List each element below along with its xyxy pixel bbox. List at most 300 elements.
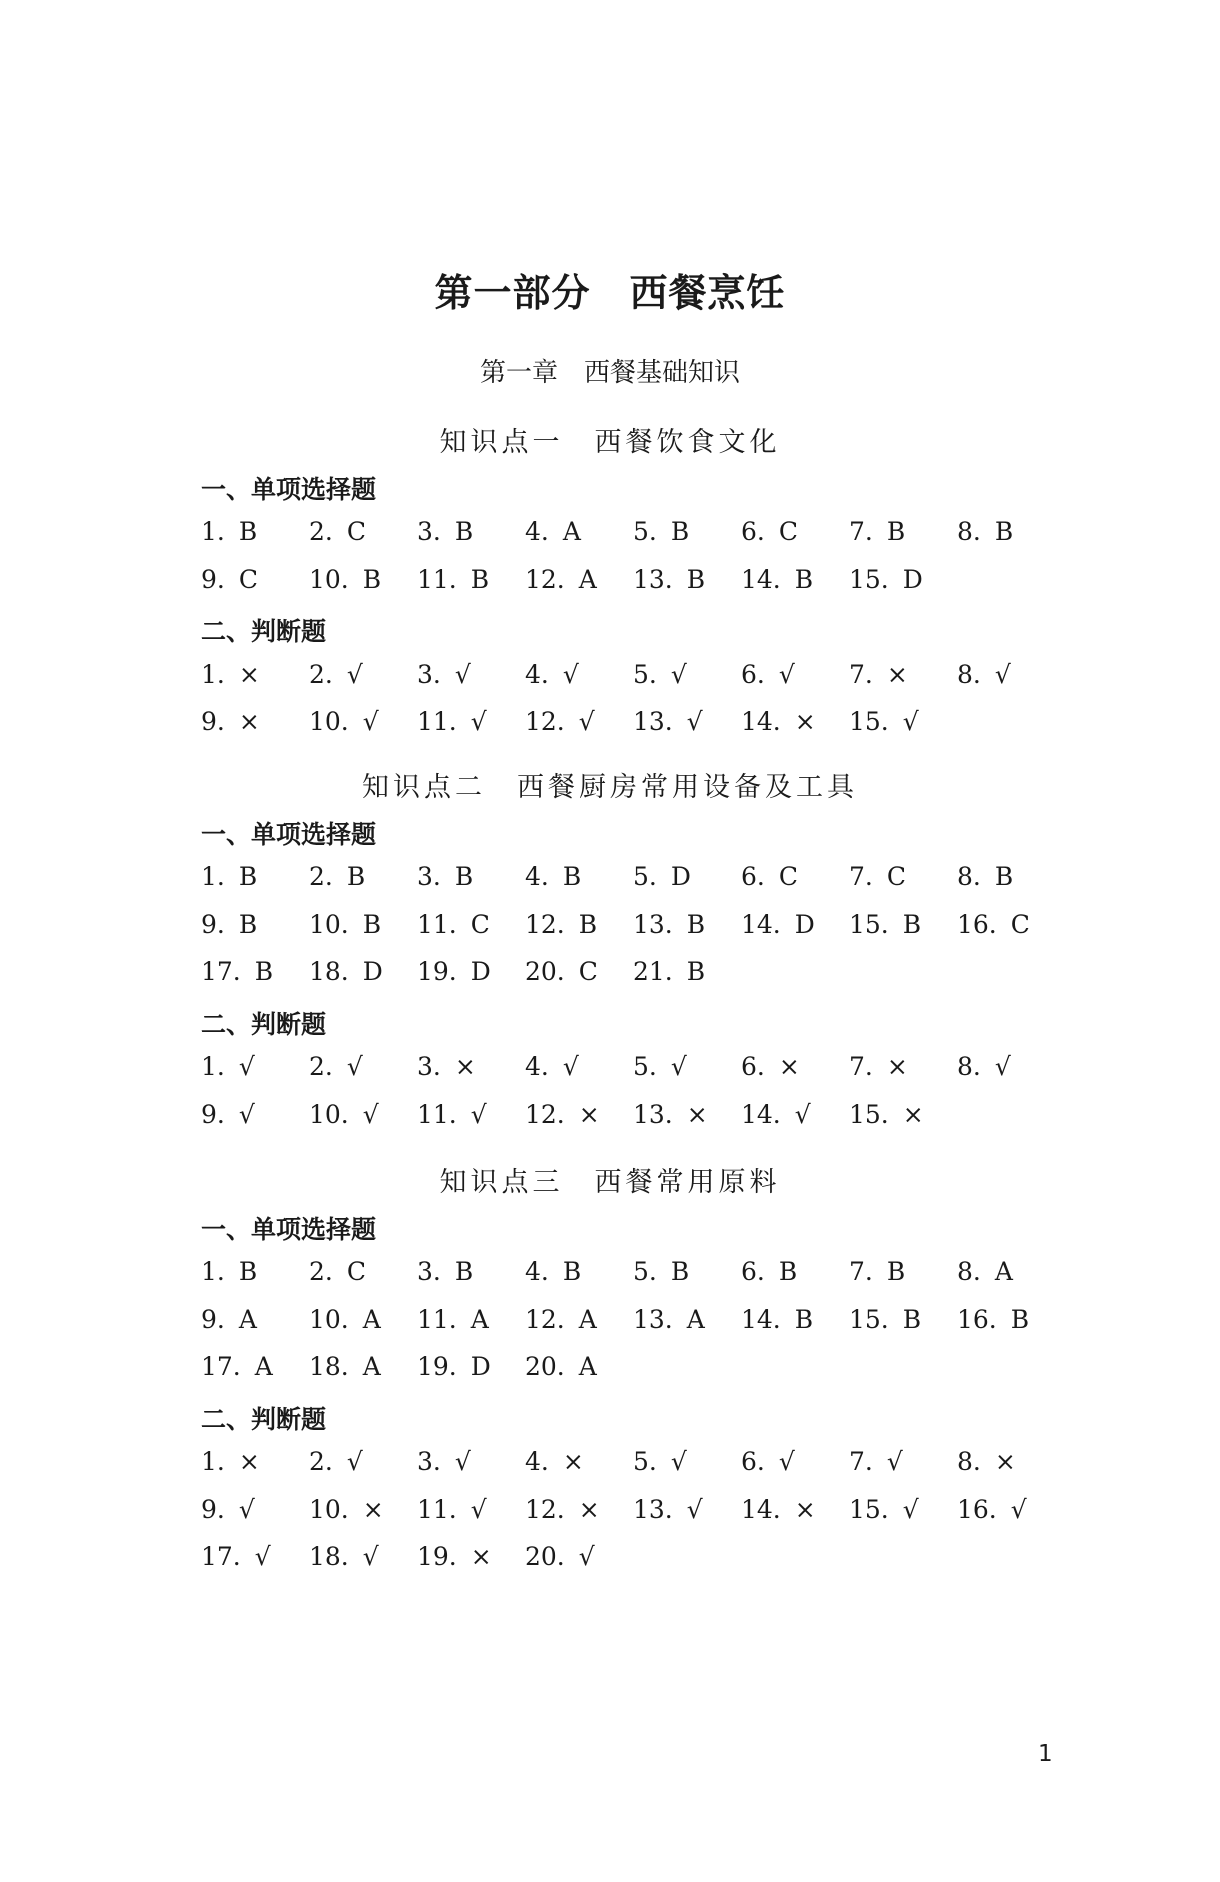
answer-value: D <box>902 564 923 594</box>
section-heading: 二、判断题 <box>201 1009 327 1039</box>
answer-value: D <box>670 862 691 891</box>
question-number: 16. <box>957 1494 997 1524</box>
answer-item <box>633 1257 689 1286</box>
answer-item <box>849 862 906 891</box>
answer-item <box>417 910 490 939</box>
answer-value: √ <box>686 707 703 736</box>
answer-item <box>201 1352 273 1381</box>
answer-value: × <box>686 1099 708 1129</box>
answer-value: B <box>886 517 906 546</box>
question-number: 3. <box>417 1052 441 1081</box>
answer-item <box>417 1352 491 1381</box>
question-number: 10. <box>309 707 349 736</box>
question-number: 11. <box>417 564 457 594</box>
answer-value: √ <box>346 659 363 689</box>
answer-item <box>741 862 798 891</box>
question-number: 8. <box>957 862 981 891</box>
question-number: 2. <box>309 1257 333 1286</box>
question-number: 10. <box>309 1304 349 1334</box>
question-number: 6. <box>741 862 765 891</box>
answer-value: √ <box>346 1447 363 1476</box>
answer-item <box>417 1495 487 1524</box>
answer-value: √ <box>562 1052 579 1081</box>
question-number: 11. <box>417 1099 457 1129</box>
answer-item <box>849 707 919 736</box>
question-number: 8. <box>957 1052 981 1081</box>
answer-item <box>201 1100 255 1129</box>
answer-item <box>849 1495 919 1524</box>
answer-value: × <box>238 707 260 736</box>
question-number: 2. <box>309 862 333 891</box>
question-number: 8. <box>957 1447 981 1476</box>
question-number: 9. <box>201 1304 225 1334</box>
question-number: 13. <box>633 564 673 594</box>
answer-value: A <box>686 1304 705 1334</box>
answer-item <box>201 1305 257 1334</box>
answer-value: B <box>778 1257 798 1286</box>
answer-item <box>525 1542 595 1571</box>
answer-value: D <box>362 957 383 986</box>
question-number: 15. <box>849 909 889 939</box>
answer-item <box>957 1495 1027 1524</box>
question-number: 3. <box>417 862 441 891</box>
answer-value: B <box>578 909 598 939</box>
answer-value: C <box>238 564 258 594</box>
answer-value: √ <box>670 659 687 689</box>
answer-item <box>417 1305 489 1334</box>
answer-item <box>741 910 815 939</box>
answer-item <box>633 957 705 986</box>
question-number: 20. <box>525 1542 565 1571</box>
answer-value: A <box>578 1352 597 1381</box>
answer-item <box>957 862 1013 891</box>
question-number: 21. <box>633 957 673 986</box>
section-heading: 二、判断题 <box>201 1404 327 1434</box>
answer-item <box>633 862 691 891</box>
question-number: 4. <box>525 1447 549 1476</box>
answer-item <box>849 910 921 939</box>
answer-item <box>741 1447 795 1476</box>
question-number: 11. <box>417 1494 457 1524</box>
question-number: 16. <box>957 1304 997 1334</box>
answer-value: √ <box>886 1447 903 1476</box>
question-number: 15. <box>849 1494 889 1524</box>
answer-item <box>309 1257 366 1286</box>
answer-value: √ <box>470 707 487 736</box>
answer-item <box>201 957 273 986</box>
answer-item <box>525 910 597 939</box>
question-number: 20. <box>525 1352 565 1381</box>
question-number: 13. <box>633 1304 673 1334</box>
question-number: 8. <box>957 659 981 689</box>
answer-value: × <box>794 707 816 736</box>
answer-item <box>633 1052 687 1081</box>
question-number: 15. <box>849 1099 889 1129</box>
question-number: 10. <box>309 1494 349 1524</box>
answer-value: C <box>778 517 798 546</box>
page-number: 1 <box>1038 1741 1053 1767</box>
answer-item <box>309 1447 363 1476</box>
answer-value: × <box>794 1494 816 1524</box>
question-number: 4. <box>525 517 549 546</box>
question-number: 16. <box>957 909 997 939</box>
answer-item <box>633 707 703 736</box>
answer-value: √ <box>470 1099 487 1129</box>
answer-value: B <box>470 564 490 594</box>
answer-value: √ <box>454 659 471 689</box>
answer-item <box>201 707 260 736</box>
answer-item <box>633 910 705 939</box>
answer-item <box>957 1305 1029 1334</box>
answer-value: √ <box>362 1099 379 1129</box>
question-number: 4. <box>525 1052 549 1081</box>
answer-item <box>525 660 579 689</box>
answer-item <box>741 1052 800 1081</box>
question-number: 4. <box>525 1257 549 1286</box>
answer-value: B <box>238 1257 258 1286</box>
answer-value: √ <box>778 1447 795 1476</box>
answer-item <box>633 1495 703 1524</box>
question-number: 15. <box>849 707 889 736</box>
answer-value: × <box>454 1052 476 1081</box>
answer-value: A <box>562 517 581 546</box>
answer-item <box>957 517 1013 546</box>
question-number: 11. <box>417 1304 457 1334</box>
answer-item <box>201 862 257 891</box>
answer-value: B <box>994 517 1014 546</box>
answer-value: A <box>470 1304 489 1334</box>
question-number: 6. <box>741 517 765 546</box>
answer-value: B <box>238 517 258 546</box>
question-number: 18. <box>309 1352 349 1381</box>
answer-value: √ <box>902 707 919 736</box>
answer-value: √ <box>238 1052 255 1081</box>
question-number: 6. <box>741 1052 765 1081</box>
question-number: 6. <box>741 1257 765 1286</box>
question-number: 1. <box>201 1257 225 1286</box>
question-number: 5. <box>633 862 657 891</box>
answer-item <box>741 1100 811 1129</box>
question-number: 7. <box>849 862 873 891</box>
question-number: 4. <box>525 659 549 689</box>
answer-value: × <box>778 1052 800 1081</box>
answer-item <box>201 517 257 546</box>
question-number: 12. <box>525 1494 565 1524</box>
answer-value: √ <box>346 1052 363 1081</box>
answer-value: √ <box>670 1447 687 1476</box>
question-number: 13. <box>633 909 673 939</box>
question-number: 5. <box>633 1447 657 1476</box>
answer-value: B <box>902 1304 922 1334</box>
answer-value: √ <box>778 659 795 689</box>
question-number: 12. <box>525 707 565 736</box>
question-number: 10. <box>309 909 349 939</box>
answer-item <box>525 1447 584 1476</box>
answer-value: × <box>238 1447 260 1476</box>
answer-item <box>417 862 473 891</box>
answer-item <box>525 565 597 594</box>
question-number: 7. <box>849 1052 873 1081</box>
answer-value: B <box>686 957 706 986</box>
answer-value: B <box>886 1257 906 1286</box>
answer-item <box>957 1257 1013 1286</box>
answer-value: B <box>238 862 258 891</box>
answer-value: C <box>346 517 366 546</box>
answer-value: B <box>454 862 474 891</box>
question-number: 19. <box>417 1542 457 1571</box>
answer-value: A <box>578 564 597 594</box>
answer-value: × <box>362 1494 384 1524</box>
answer-value: × <box>562 1447 584 1476</box>
answer-item <box>417 1542 492 1571</box>
question-number: 5. <box>633 517 657 546</box>
answer-value: D <box>794 909 815 939</box>
answer-item <box>525 707 595 736</box>
answer-value: × <box>886 659 908 689</box>
answer-item <box>525 1100 600 1129</box>
question-number: 18. <box>309 1542 349 1571</box>
question-number: 1. <box>201 862 225 891</box>
answer-item <box>309 1100 379 1129</box>
answer-value: B <box>794 1304 814 1334</box>
answer-item <box>417 1447 471 1476</box>
answer-item <box>201 1257 257 1286</box>
answer-item <box>633 517 689 546</box>
question-number: 14. <box>741 1099 781 1129</box>
question-number: 9. <box>201 564 225 594</box>
answer-item <box>309 1352 381 1381</box>
answer-item <box>957 1052 1011 1081</box>
part-title: 第一部分 西餐烹饪 <box>434 271 786 315</box>
answer-item <box>633 1305 705 1334</box>
answer-item <box>417 1100 487 1129</box>
answer-value: √ <box>1010 1494 1027 1524</box>
answer-item <box>309 1495 384 1524</box>
question-number: 18. <box>309 957 349 986</box>
answer-item <box>309 660 363 689</box>
question-number: 2. <box>309 517 333 546</box>
answer-value: B <box>686 564 706 594</box>
question-number: 20. <box>525 957 565 986</box>
answer-value: B <box>794 564 814 594</box>
section-heading: 一、单项选择题 <box>201 474 377 504</box>
question-number: 9. <box>201 707 225 736</box>
answer-value: √ <box>454 1447 471 1476</box>
answer-item <box>957 660 1011 689</box>
question-number: 2. <box>309 1447 333 1476</box>
question-number: 11. <box>417 909 457 939</box>
question-number: 17. <box>201 957 241 986</box>
question-number: 7. <box>849 659 873 689</box>
answer-item <box>309 862 365 891</box>
answer-value: B <box>454 517 474 546</box>
answer-item <box>525 1052 579 1081</box>
question-number: 3. <box>417 517 441 546</box>
question-number: 4. <box>525 862 549 891</box>
answer-item <box>741 517 798 546</box>
answer-value: √ <box>254 1542 271 1571</box>
answer-value: A <box>238 1304 257 1334</box>
question-number: 13. <box>633 1494 673 1524</box>
knowledge-point-title: 知识点一 西餐饮食文化 <box>439 427 781 458</box>
answer-value: √ <box>578 707 595 736</box>
answer-item <box>525 1352 597 1381</box>
answer-value: B <box>1010 1304 1030 1334</box>
answer-value: × <box>902 1099 924 1129</box>
answer-value: B <box>238 909 258 939</box>
answer-item <box>309 707 379 736</box>
question-number: 1. <box>201 517 225 546</box>
question-number: 14. <box>741 1494 781 1524</box>
answer-item <box>633 1447 687 1476</box>
answer-value: B <box>686 909 706 939</box>
answer-item <box>201 660 260 689</box>
answer-value: √ <box>902 1494 919 1524</box>
answer-item <box>417 660 471 689</box>
question-number: 5. <box>633 1257 657 1286</box>
answer-item <box>957 910 1030 939</box>
answer-item <box>525 1257 581 1286</box>
answer-item <box>201 1447 260 1476</box>
answer-item <box>417 1257 473 1286</box>
answer-item <box>309 517 366 546</box>
answer-item <box>849 565 923 594</box>
answer-value: √ <box>686 1494 703 1524</box>
answer-item <box>741 707 816 736</box>
question-number: 13. <box>633 1099 673 1129</box>
answer-value: D <box>470 957 491 986</box>
answer-item <box>849 1100 924 1129</box>
answer-item <box>741 1257 797 1286</box>
answer-value: √ <box>238 1099 255 1129</box>
question-number: 10. <box>309 1099 349 1129</box>
section-heading: 一、单项选择题 <box>201 819 377 849</box>
answer-value: C <box>778 862 798 891</box>
answer-value: B <box>562 1257 582 1286</box>
answer-value: × <box>238 659 260 689</box>
question-number: 14. <box>741 564 781 594</box>
question-number: 3. <box>417 1257 441 1286</box>
question-number: 19. <box>417 957 457 986</box>
question-number: 9. <box>201 1494 225 1524</box>
answer-item <box>201 565 258 594</box>
answer-item <box>309 1052 363 1081</box>
question-number: 17. <box>201 1542 241 1571</box>
answer-value: √ <box>670 1052 687 1081</box>
answer-item <box>849 1257 905 1286</box>
answer-value: √ <box>470 1494 487 1524</box>
question-number: 1. <box>201 659 225 689</box>
answer-item <box>309 957 383 986</box>
answer-item <box>849 1447 903 1476</box>
question-number: 11. <box>417 707 457 736</box>
answer-value: √ <box>362 707 379 736</box>
answer-item <box>201 1542 271 1571</box>
answer-item <box>201 1052 255 1081</box>
answer-value: √ <box>362 1542 379 1571</box>
answer-item <box>525 517 581 546</box>
answer-item <box>741 1495 816 1524</box>
answer-item <box>201 910 257 939</box>
question-number: 1. <box>201 1447 225 1476</box>
answer-value: B <box>346 862 366 891</box>
question-number: 15. <box>849 1304 889 1334</box>
answer-value: C <box>1010 909 1030 939</box>
answer-item <box>741 1305 813 1334</box>
question-number: 7. <box>849 517 873 546</box>
question-number: 17. <box>201 1352 241 1381</box>
question-number: 12. <box>525 1304 565 1334</box>
chapter-title: 第一章 西餐基础知识 <box>479 358 740 388</box>
answer-item <box>309 910 381 939</box>
answer-item <box>849 517 905 546</box>
answer-item <box>849 1305 921 1334</box>
question-number: 8. <box>957 517 981 546</box>
answer-item <box>525 1495 600 1524</box>
answer-item <box>849 1052 908 1081</box>
section-heading: 一、单项选择题 <box>201 1214 377 1244</box>
question-number: 12. <box>525 564 565 594</box>
answer-item <box>633 565 705 594</box>
answer-value: B <box>902 909 922 939</box>
question-number: 12. <box>525 909 565 939</box>
answer-item <box>417 1052 476 1081</box>
question-number: 15. <box>849 564 889 594</box>
question-number: 5. <box>633 659 657 689</box>
question-number: 9. <box>201 1099 225 1129</box>
question-number: 3. <box>417 1447 441 1476</box>
question-number: 5. <box>633 1052 657 1081</box>
question-number: 2. <box>309 1052 333 1081</box>
question-number: 14. <box>741 1304 781 1334</box>
answer-value: B <box>362 909 382 939</box>
answer-value: B <box>670 517 690 546</box>
question-number: 14. <box>741 909 781 939</box>
question-number: 7. <box>849 1257 873 1286</box>
answer-value: × <box>994 1447 1016 1476</box>
answer-item <box>849 660 908 689</box>
answer-value: A <box>578 1304 597 1334</box>
answer-value: A <box>362 1352 381 1381</box>
question-number: 1. <box>201 1052 225 1081</box>
answer-value: B <box>994 862 1014 891</box>
knowledge-point-title: 知识点三 西餐常用原料 <box>439 1167 781 1198</box>
answer-item <box>525 862 581 891</box>
answer-item <box>417 957 491 986</box>
answer-item <box>741 565 813 594</box>
answer-item <box>417 707 487 736</box>
answer-value: √ <box>994 1052 1011 1081</box>
answer-value: C <box>346 1257 366 1286</box>
question-number: 13. <box>633 707 673 736</box>
answer-value: D <box>470 1352 491 1381</box>
answer-item <box>633 660 687 689</box>
question-number: 6. <box>741 659 765 689</box>
answer-item <box>741 660 795 689</box>
question-number: 19. <box>417 1352 457 1381</box>
answer-item <box>417 565 489 594</box>
answer-value: A <box>362 1304 381 1334</box>
answer-value: √ <box>578 1542 595 1571</box>
answer-value: B <box>670 1257 690 1286</box>
answer-item <box>417 517 473 546</box>
answer-value: B <box>562 862 582 891</box>
answer-value: × <box>578 1099 600 1129</box>
question-number: 2. <box>309 659 333 689</box>
answer-value: √ <box>562 659 579 689</box>
question-number: 6. <box>741 1447 765 1476</box>
answer-value: C <box>578 957 598 986</box>
